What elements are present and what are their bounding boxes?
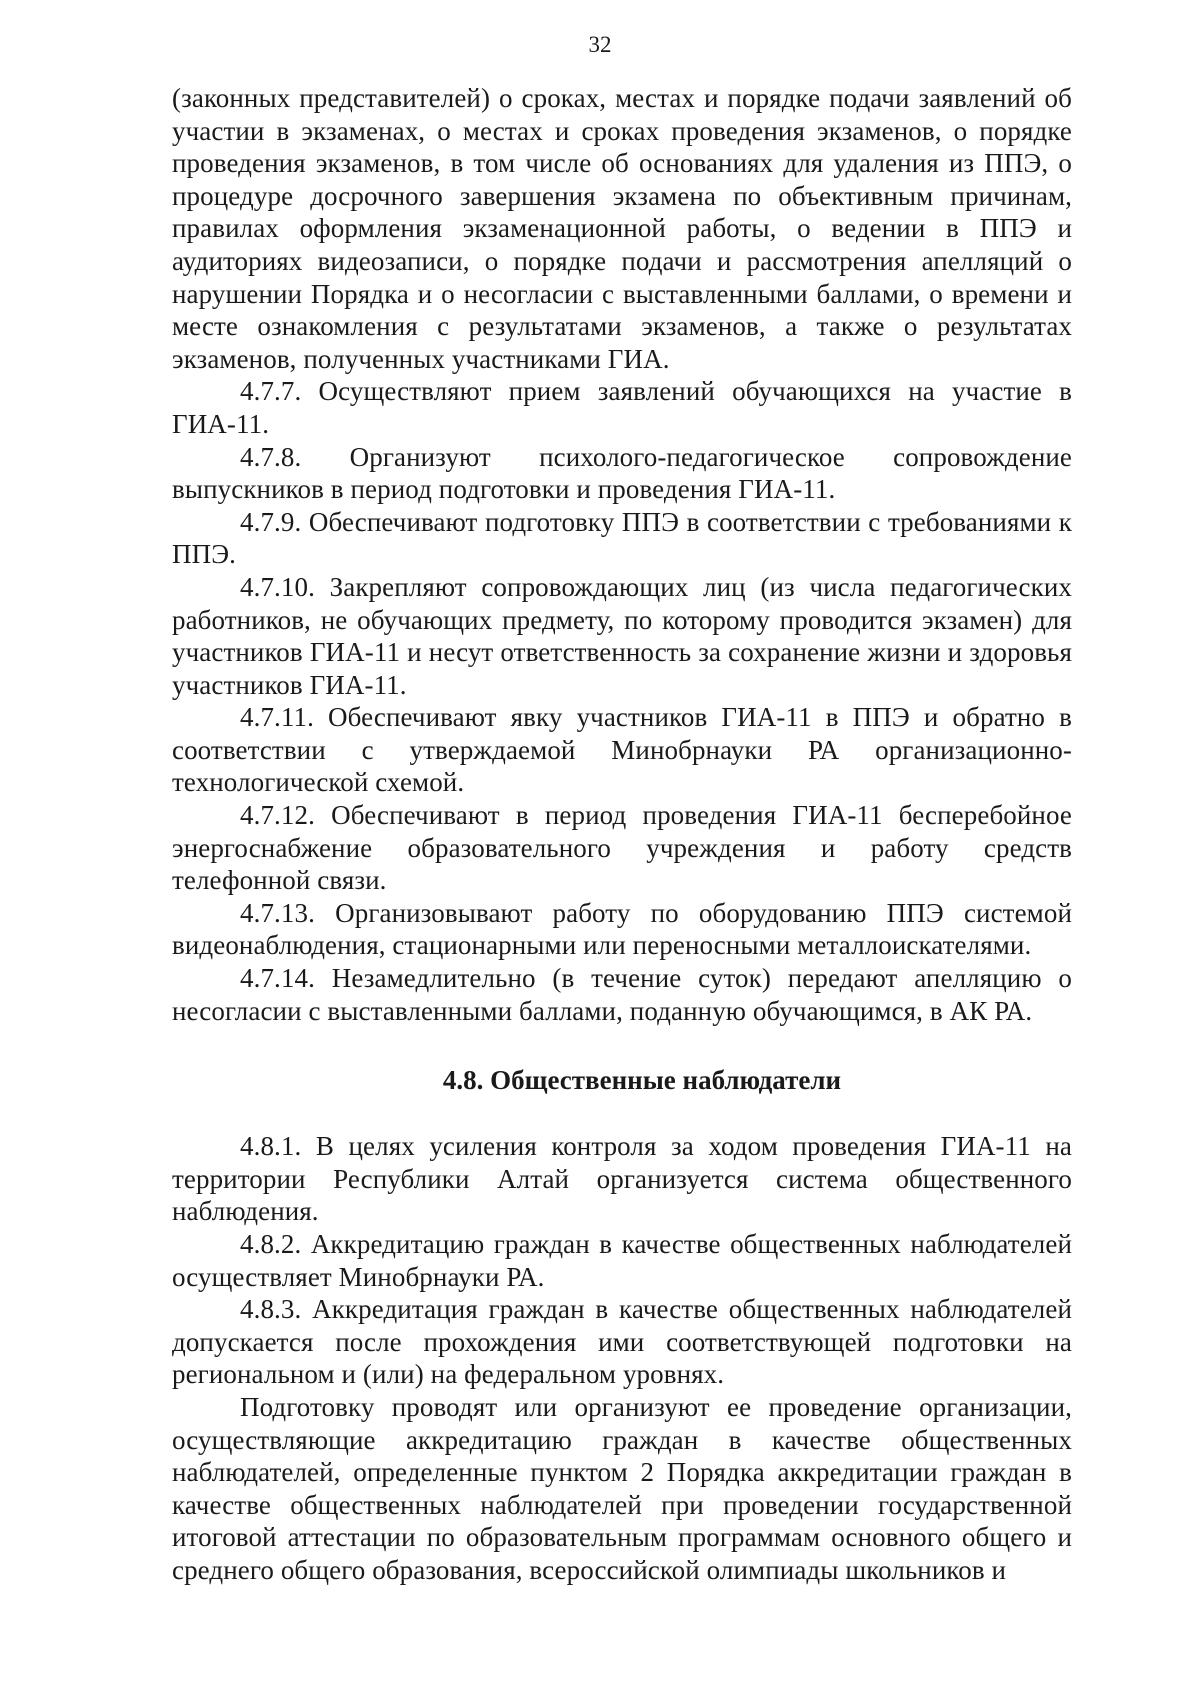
paragraph-4-7-12: 4.7.12. Обеспечивают в период проведения ГИА-11 бесперебойное энергоснабжение образовательного учреждения и работу средств телефонной связи. (172, 800, 1072, 896)
paragraph-4-7-13: 4.7.13. Организовывают работу по оборудованию ППЭ системой видеонаблюдения, стационарными или переносными металлоискателями. (172, 897, 1072, 961)
paragraph-4-8-1: 4.8.1. В целях усиления контроля за ходом проведения ГИА-11 на территории Республики Алтай организуется система общественного наблюдения. (172, 1131, 1072, 1227)
paragraph-4-8-3: 4.8.3. Аккредитация граждан в качестве общественных наблюдателей допускается после прохождения ими соответствующей подготовки на региональном и (или) на федеральном уровнях. (172, 1294, 1072, 1390)
paragraph-4-7-8: 4.7.8. Организуют психолого-педагогическое сопровождение выпускников в период подготовки и проведения ГИА-11. (172, 441, 1072, 505)
paragraph-training: Подготовку проводят или организуют ее проведение организации, осуществляющие аккредитацию граждан в качестве общественных наблюдателей, определенные пунктом 2 Порядка аккредитации граждан в качестве общественных наблюдателей при проведении государственной итоговой аттестации по образовательным программам основного общего и среднего общего образования, всероссийской олимпиады школьников и (172, 1391, 1072, 1585)
paragraph-4-7-7: 4.7.7. Осуществляют прием заявлений обучающихся на участие в ГИА-11. (172, 376, 1072, 439)
page-number: 32 (588, 32, 612, 57)
paragraph-continuation: (законных представителей) о сроках, местах и порядке подачи заявлений об участии в экзаменах, о местах и сроках проведения экзаменов, о порядке проведения экзаменов, в том числе об основаниях для удаления из ППЭ, о процедуре досрочного завершения экзамена по объективным причинам, правилах оформления экзаменационной работы, о ведении в ППЭ и аудиториях видеозаписи, о порядке подачи и рассмотрения апелляций о нарушении Порядка и о несогласии с выставленными баллами, о времени и месте ознакомления с результатами экзаменов, а также о результатах экзаменов, полученных участниками ГИА. (172, 83, 1072, 374)
paragraph-4-8-2: 4.8.2. Аккредитацию граждан в качестве общественных наблюдателей осуществляет Минобрнауки РА. (172, 1229, 1072, 1292)
paragraph-4-7-11: 4.7.11. Обеспечивают явку участников ГИА-11 в ППЭ и обратно в соответствии с утверждаемой Минобрнауки РА организационно-технологической схемой. (172, 702, 1072, 798)
page-body (172, 82, 1072, 1587)
paragraph-4-7-9: 4.7.9. Обеспечивают подготовку ППЭ в соответствии с требованиями к ППЭ. (172, 506, 1072, 570)
section-heading-4-8: 4.8. Общественные наблюдатели (442, 1065, 842, 1096)
paragraph-4-7-10: 4.7.10. Закрепляют сопровождающих лиц (из числа педагогических работников, не обучающих предмету, по которому проводится экзамен) для участников ГИА-11 и несут ответственность за сохранение жизни и здоровья участников ГИА-11. (172, 571, 1072, 700)
paragraph-4-7-14: 4.7.14. Незамедлительно (в течение суток) передают апелляцию о несогласии с выставленными баллами, поданную обучающимся, в АК РА. (172, 963, 1072, 1026)
